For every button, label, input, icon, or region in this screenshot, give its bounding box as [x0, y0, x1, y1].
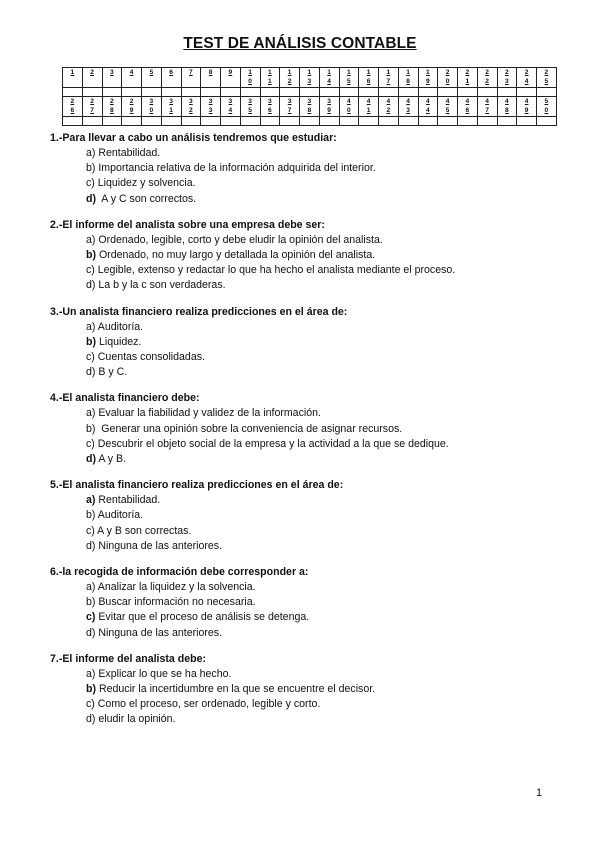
question-title: 5.-El analista financiero realiza predicciones en el área de: — [50, 479, 344, 492]
option-text: Legible, extenso y redactar lo que ha hecho el analista mediante el proceso. — [94, 264, 456, 277]
grid-number: 3 5 — [248, 98, 252, 114]
option-letter: a) — [86, 407, 96, 420]
answer-option — [50, 712, 570, 727]
option-text: Buscar información no necesaria. — [95, 596, 256, 609]
grid-number-cell — [339, 97, 359, 117]
grid-number: 4 3 — [406, 98, 410, 114]
answer-option — [50, 176, 570, 191]
question-7 — [50, 652, 570, 728]
grid-answer-cell[interactable] — [63, 88, 83, 97]
option-text: Auditoría. — [95, 509, 144, 522]
grid-number-cell — [319, 97, 339, 117]
grid-answer-cell[interactable] — [458, 88, 478, 97]
grid-number-cell — [418, 97, 438, 117]
option-text: Ordenado, legible, corto y debe eludir la opinión del analista. — [95, 233, 383, 246]
grid-answer-cell[interactable] — [221, 88, 241, 97]
question-list — [50, 131, 570, 739]
option-text: Ninguna de las anteriores. — [95, 626, 223, 639]
grid-number-cell — [142, 68, 162, 88]
grid-number: 3 3 — [208, 98, 213, 114]
option-text: B y C. — [95, 366, 128, 379]
grid-answer-cell[interactable] — [458, 117, 478, 126]
grid-number: 9 — [228, 69, 233, 76]
grid-answer-cell[interactable] — [142, 88, 162, 97]
grid-answer-cell[interactable] — [438, 117, 458, 126]
grid-number-cell — [319, 68, 339, 88]
option-text: Evaluar la fiabilidad y validez de la información. — [95, 407, 321, 420]
grid-answer-cell[interactable] — [497, 88, 517, 97]
grid-number-cell — [181, 68, 201, 88]
grid-number-cell — [517, 97, 537, 117]
grid-number-cell — [181, 97, 201, 117]
option-letter: c) — [86, 264, 95, 277]
grid-number: 1 3 — [307, 69, 312, 85]
grid-answer-cell[interactable] — [102, 88, 122, 97]
option-text: Liquidez. — [96, 335, 142, 348]
grid-number: 3 1 — [169, 98, 173, 114]
grid-number: 1 1 — [268, 69, 272, 85]
grid-number: 1 5 — [347, 69, 351, 85]
grid-number: 3 2 — [189, 98, 193, 114]
grid-answer-cell[interactable] — [418, 88, 438, 97]
answer-option — [50, 192, 570, 207]
grid-number: 3 8 — [307, 98, 312, 114]
grid-answer-cell[interactable] — [240, 117, 260, 126]
option-letter: b) — [86, 249, 96, 262]
grid-number-cell — [161, 97, 181, 117]
question-6 — [50, 565, 570, 641]
option-letter: b) — [86, 162, 96, 175]
grid-number: 1 2 — [287, 69, 292, 85]
grid-answer-cell[interactable] — [260, 117, 280, 126]
option-text: Analizar la liquidez y la solvencia. — [95, 581, 256, 594]
grid-number-cell — [537, 97, 557, 117]
question-title: 4.-El analista financiero debe: — [50, 392, 200, 405]
option-text: Reducir la incertidumbre en la que se encuentre el decisor. — [96, 683, 376, 696]
grid-answer-cell[interactable] — [280, 88, 300, 97]
grid-number-cell — [221, 97, 241, 117]
answer-option — [50, 233, 570, 248]
answer-option — [50, 508, 570, 523]
grid-answer-cell[interactable] — [497, 117, 517, 126]
grid-number: 8 — [208, 69, 213, 76]
grid-answer-row — [63, 88, 557, 97]
grid-answer-cell[interactable] — [359, 88, 379, 97]
answer-option — [50, 248, 570, 263]
grid-number: 1 0 — [248, 69, 252, 85]
grid-answer-cell[interactable] — [300, 117, 320, 126]
question-1 — [50, 131, 570, 207]
grid-answer-cell[interactable] — [63, 117, 83, 126]
grid-number-cell — [122, 97, 142, 117]
grid-number-cell — [122, 68, 142, 88]
answer-option — [50, 595, 570, 610]
grid-number: 2 — [90, 69, 94, 76]
answer-option — [50, 697, 570, 712]
answer-option — [50, 365, 570, 380]
grid-number: 2 1 — [465, 69, 470, 85]
grid-answer-cell[interactable] — [181, 88, 201, 97]
grid-number-cell — [300, 68, 320, 88]
answer-option — [50, 524, 570, 539]
grid-number: 1 7 — [386, 69, 391, 85]
grid-number: 2 7 — [90, 98, 94, 114]
question-title: 2.-El informe del analista sobre una empresa debe ser: — [50, 218, 325, 231]
question-5 — [50, 478, 570, 554]
grid-answer-cell[interactable] — [379, 117, 399, 126]
grid-answer-cell[interactable] — [201, 88, 221, 97]
question-title: 1.-Para llevar a cabo un análisis tendremos que estudiar: — [50, 132, 337, 144]
grid-number: 4 0 — [347, 98, 351, 114]
grid-answer-cell[interactable] — [438, 88, 458, 97]
option-letter: d) — [86, 366, 96, 379]
grid-number-cell — [359, 68, 379, 88]
grid-answer-cell[interactable] — [122, 117, 142, 126]
option-text: A y C son correctos. — [96, 192, 197, 205]
grid-answer-cell[interactable] — [359, 117, 379, 126]
grid-number-cell — [477, 97, 497, 117]
grid-answer-cell[interactable] — [319, 88, 339, 97]
grid-number: 3 0 — [149, 98, 154, 114]
option-text: Cuentas consolidadas. — [94, 351, 205, 364]
grid-answer-cell[interactable] — [221, 117, 241, 126]
option-text: Liquidez y solvencia. — [94, 177, 196, 190]
grid-number-cell — [63, 68, 83, 88]
grid-number: 1 6 — [366, 69, 371, 85]
grid-number-cell — [398, 97, 418, 117]
option-letter: c) — [86, 437, 95, 450]
grid-number-row — [63, 68, 557, 88]
grid-number-cell — [240, 97, 260, 117]
grid-answer-cell[interactable] — [82, 117, 102, 126]
grid-number-cell — [379, 97, 399, 117]
grid-number-cell — [477, 68, 497, 88]
option-text: Evitar que el proceso de análisis se detenga. — [95, 611, 310, 624]
grid-number-cell — [458, 97, 478, 117]
option-text: Generar una opinión sobre la conveniencia de asignar recursos. — [95, 422, 403, 435]
grid-answer-cell[interactable] — [260, 88, 280, 97]
option-letter: a) — [86, 494, 96, 507]
grid-answer-cell[interactable] — [398, 117, 418, 126]
option-letter: a) — [86, 581, 96, 594]
grid-number-cell — [161, 68, 181, 88]
grid-number-cell — [418, 68, 438, 88]
grid-answer-cell[interactable] — [517, 117, 537, 126]
grid-number: 3 6 — [268, 98, 272, 114]
grid-number: 6 — [169, 69, 173, 76]
grid-number-cell — [398, 68, 418, 88]
option-letter: b) — [86, 683, 96, 696]
grid-number-cell — [280, 97, 300, 117]
grid-number: 4 4 — [426, 98, 430, 114]
option-letter: c) — [86, 524, 95, 537]
option-text: La b y la c son verdaderas. — [95, 279, 226, 292]
question-2 — [50, 218, 570, 294]
grid-number-cell — [82, 68, 102, 88]
grid-answer-cell[interactable] — [102, 117, 122, 126]
option-letter: b) — [86, 596, 96, 609]
grid-number: 4 — [129, 69, 134, 76]
grid-number: 4 9 — [524, 98, 529, 114]
grid-number-cell — [497, 68, 517, 88]
option-text: Rentabilidad. — [95, 147, 161, 159]
grid-answer-row — [63, 117, 557, 126]
grid-number: 7 — [189, 69, 193, 76]
question-3 — [50, 305, 570, 381]
grid-number: 3 9 — [327, 98, 331, 114]
answer-option — [50, 161, 570, 176]
option-text: Ordenado, no muy largo y detallada la opinión del analista. — [96, 249, 376, 262]
option-letter: c) — [86, 177, 95, 190]
grid-number-cell — [260, 97, 280, 117]
grid-number-cell — [438, 68, 458, 88]
answer-option — [50, 667, 570, 682]
option-letter: c) — [86, 698, 95, 711]
grid-number: 3 7 — [287, 98, 292, 114]
grid-number: 1 8 — [406, 69, 410, 85]
grid-answer-cell[interactable] — [339, 88, 359, 97]
grid-answer-cell[interactable] — [181, 117, 201, 126]
answer-option — [50, 437, 570, 452]
grid-answer-cell[interactable] — [122, 88, 142, 97]
option-text: eludir la opinión. — [95, 713, 176, 726]
grid-number: 4 6 — [465, 98, 470, 114]
option-letter: d) — [86, 453, 96, 466]
grid-number-cell — [300, 97, 320, 117]
grid-answer-cell[interactable] — [280, 117, 300, 126]
option-letter: d) — [86, 713, 96, 726]
answer-option — [50, 278, 570, 293]
grid-number-cell — [497, 97, 517, 117]
option-text: Explicar lo que se ha hecho. — [95, 667, 232, 680]
grid-answer-cell[interactable] — [201, 117, 221, 126]
answer-option — [50, 350, 570, 365]
grid-answer-cell[interactable] — [319, 117, 339, 126]
option-letter: c) — [86, 351, 95, 364]
page-title: TEST DE ANÁLISIS CONTABLE — [183, 35, 417, 52]
option-letter: b) — [86, 422, 96, 435]
grid-answer-cell[interactable] — [300, 88, 320, 97]
grid-number: 5 0 — [544, 98, 549, 114]
grid-number-cell — [221, 68, 241, 88]
grid-number: 2 9 — [129, 98, 134, 114]
option-text: Rentabilidad. — [95, 494, 161, 507]
grid-answer-cell[interactable] — [537, 117, 557, 126]
option-text: Descubrir el objeto social de la empresa y la actividad a la que se dedique. — [94, 437, 449, 450]
grid-number: 2 2 — [485, 69, 489, 85]
answer-option — [50, 626, 570, 641]
grid-number: 4 1 — [366, 98, 371, 114]
grid-number: 2 3 — [505, 69, 509, 85]
answer-option — [50, 406, 570, 421]
grid-number-row — [63, 97, 557, 117]
question-4 — [50, 391, 570, 467]
grid-answer-cell[interactable] — [418, 117, 438, 126]
option-letter: a) — [86, 147, 96, 159]
answer-grid — [62, 67, 557, 126]
option-letter: a) — [86, 320, 96, 333]
grid-number-cell — [359, 97, 379, 117]
grid-number-cell — [201, 97, 221, 117]
grid-number-cell — [142, 97, 162, 117]
option-text: Importancia relativa de la información adquirida del interior. — [95, 162, 376, 175]
answer-option — [50, 580, 570, 595]
grid-answer-cell[interactable] — [161, 117, 181, 126]
grid-answer-cell[interactable] — [339, 117, 359, 126]
option-text: Auditoría. — [95, 320, 144, 333]
grid-number: 2 0 — [445, 69, 450, 85]
grid-number-cell — [102, 68, 122, 88]
grid-number: 1 — [70, 69, 75, 76]
grid-number-cell — [458, 68, 478, 88]
grid-number: 3 4 — [228, 98, 233, 114]
option-text: Como el proceso, ser ordenado, legible y corto. — [94, 698, 321, 711]
option-letter: c) — [86, 611, 96, 624]
grid-answer-cell[interactable] — [477, 117, 497, 126]
grid-number-cell — [82, 97, 102, 117]
answer-option — [50, 320, 570, 335]
option-letter: d) — [86, 539, 96, 552]
grid-answer-cell[interactable] — [161, 88, 181, 97]
answer-option — [50, 682, 570, 697]
grid-number-cell — [517, 68, 537, 88]
grid-number: 4 8 — [505, 98, 509, 114]
grid-answer-cell[interactable] — [517, 88, 537, 97]
answer-option — [50, 610, 570, 625]
option-letter: d) — [86, 626, 96, 639]
answer-option — [50, 146, 570, 161]
grid-number-cell — [537, 68, 557, 88]
answer-option — [50, 335, 570, 350]
question-title: 3.-Un analista financiero realiza predicciones en el área de: — [50, 305, 348, 318]
grid-number-cell — [438, 97, 458, 117]
grid-number-cell — [63, 97, 83, 117]
grid-number: 2 4 — [524, 69, 529, 85]
grid-number: 2 8 — [110, 98, 114, 114]
answer-option — [50, 493, 570, 508]
grid-number: 4 7 — [485, 98, 489, 114]
grid-number: 1 4 — [327, 69, 331, 85]
grid-answer-cell[interactable] — [82, 88, 102, 97]
grid-answer-cell[interactable] — [537, 88, 557, 97]
option-text: Ninguna de las anteriores. — [95, 539, 223, 552]
grid-answer-cell[interactable] — [240, 88, 260, 97]
grid-answer-cell[interactable] — [142, 117, 162, 126]
option-letter: d) — [86, 279, 96, 292]
answer-option — [50, 422, 570, 437]
answer-option — [50, 263, 570, 278]
page-number: 1 — [536, 787, 543, 799]
grid-number-cell — [339, 68, 359, 88]
grid-number: 3 — [110, 69, 114, 76]
grid-answer-cell[interactable] — [477, 88, 497, 97]
option-letter: d) — [86, 192, 96, 205]
grid-answer-cell[interactable] — [398, 88, 418, 97]
answer-option — [50, 452, 570, 467]
grid-number: 4 2 — [386, 98, 391, 114]
answer-option — [50, 539, 570, 554]
option-text: A y B. — [96, 453, 127, 466]
grid-number-cell — [379, 68, 399, 88]
grid-answer-cell[interactable] — [379, 88, 399, 97]
grid-number-cell — [102, 97, 122, 117]
option-letter: b) — [86, 509, 96, 522]
question-title: 7.-El informe del analista debe: — [50, 652, 207, 665]
grid-number-cell — [260, 68, 280, 88]
grid-number: 5 — [149, 69, 154, 76]
option-letter: a) — [86, 667, 96, 680]
grid-number: 2 6 — [70, 98, 75, 114]
grid-number-cell — [201, 68, 221, 88]
question-title: 6.-la recogida de información debe corresponder a: — [50, 566, 309, 579]
grid-number-cell — [240, 68, 260, 88]
option-letter: a) — [86, 233, 96, 246]
grid-number-cell — [280, 68, 300, 88]
grid-number: 4 5 — [445, 98, 450, 114]
option-text: A y B son correctas. — [94, 524, 192, 537]
grid-number: 2 5 — [544, 69, 549, 85]
option-letter: b) — [86, 335, 96, 348]
grid-number: 1 9 — [426, 69, 430, 85]
